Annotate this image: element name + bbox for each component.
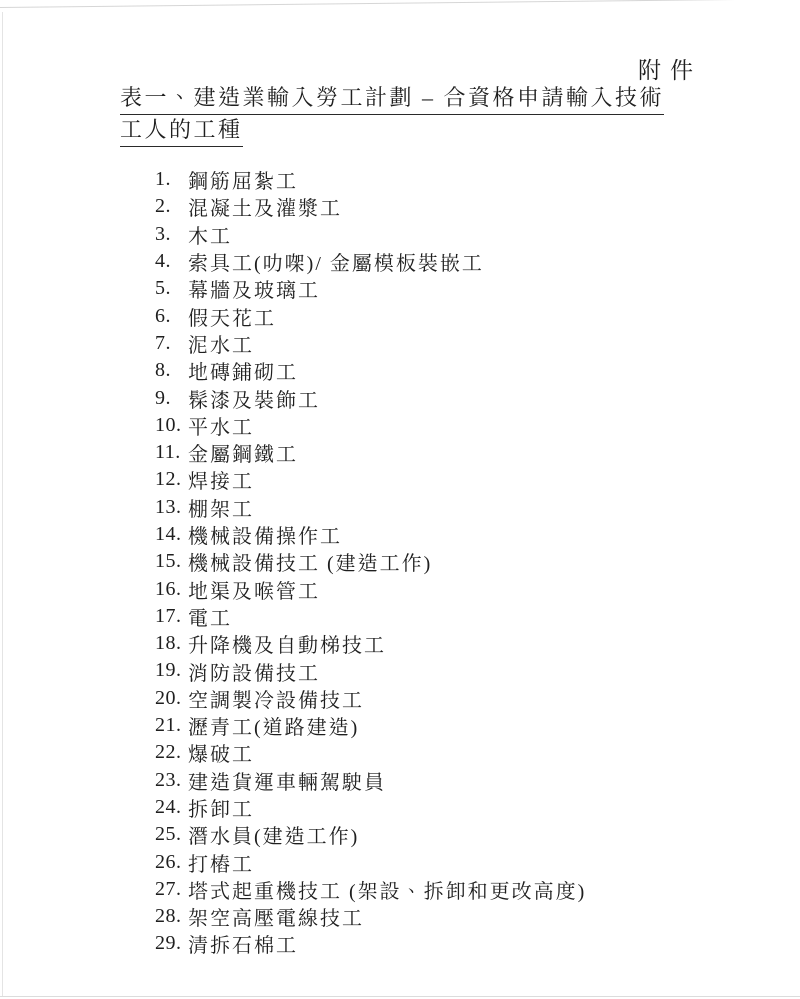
trade-list-item-number: 29. (155, 932, 182, 955)
trade-list-item-number: 16. (155, 577, 182, 600)
trade-list (155, 166, 586, 958)
trade-list-item (155, 193, 586, 220)
trade-list-item-text: 索具工(叻㗎)/ 金屬模板裝嵌工 (188, 253, 484, 276)
trade-list-item (155, 384, 586, 411)
trade-list-item-number: 24. (155, 795, 182, 818)
trade-list-item (155, 903, 586, 930)
trade-list-item-text: 機械設備技工 (建造工作) (188, 553, 433, 576)
trade-list-item-text: 潛水員(建造工作) (188, 826, 360, 849)
trade-list-item (155, 248, 586, 275)
trade-list-item-text: 消防設備技工 (188, 662, 320, 685)
trade-list-item-text: 焊接工 (188, 471, 254, 494)
trade-list-item-number: 28. (155, 905, 182, 928)
trade-list-item (155, 494, 586, 521)
trade-list-item (155, 930, 586, 957)
appendix-label: 附件 (638, 58, 702, 83)
trade-list-item (155, 166, 586, 193)
trade-list-item-number: 10. (155, 413, 182, 436)
trade-list-item-number: 26. (155, 850, 182, 873)
trade-list-item-number: 2. (155, 195, 171, 218)
trade-list-item (155, 821, 586, 848)
trade-list-item (155, 603, 586, 630)
trade-list-item-number: 1. (155, 168, 171, 191)
trade-list-item (155, 357, 586, 384)
trade-list-item-text: 鋼筋屈紮工 (188, 171, 298, 194)
trade-list-item (155, 712, 586, 739)
trade-list-item-text: 泥水工 (188, 334, 254, 357)
trade-list-item-number: 15. (155, 550, 182, 573)
trade-list-item-text: 平水工 (188, 416, 254, 439)
trade-list-item-text: 爆破工 (188, 744, 254, 767)
trade-list-item-text: 拆卸工 (188, 798, 254, 821)
trade-list-item-number: 25. (155, 823, 182, 846)
trade-list-item-text: 髹漆及裝飾工 (188, 389, 320, 412)
trade-list-item-text: 打樁工 (188, 853, 254, 876)
document-title-line-2: 工人的工種 (120, 116, 243, 147)
trade-list-item (155, 275, 586, 302)
trade-list-item-number: 4. (155, 250, 171, 273)
scan-edge-top-line (0, 0, 800, 8)
trade-list-item (155, 657, 586, 684)
trade-list-item (155, 439, 586, 466)
trade-list-item-number: 22. (155, 741, 182, 764)
trade-list-item-text: 空調製冷設備技工 (188, 689, 364, 712)
trade-list-item-number: 7. (155, 331, 171, 354)
trade-list-item (155, 794, 586, 821)
trade-list-item-text: 架空高壓電線技工 (188, 908, 364, 931)
trade-list-item-text: 木工 (188, 225, 232, 248)
trade-list-item-text: 瀝青工(道路建造) (188, 717, 360, 740)
trade-list-item-text: 金屬鋼鐵工 (188, 444, 298, 467)
document-title-line-1: 表一、建造業輸入勞工計劃 – 合資格申請輸入技術 (120, 84, 664, 115)
trade-list-item (155, 739, 586, 766)
trade-list-item-number: 27. (155, 877, 182, 900)
trade-list-item-text: 地渠及喉管工 (188, 580, 320, 603)
trade-list-item-number: 17. (155, 604, 182, 627)
trade-list-item-number: 12. (155, 468, 182, 491)
trade-list-item-text: 棚架工 (188, 498, 254, 521)
trade-list-item (155, 848, 586, 875)
trade-list-item-text: 電工 (188, 607, 232, 630)
trade-list-item-text: 幕牆及玻璃工 (188, 280, 320, 303)
trade-list-item-text: 塔式起重機技工 (架設、拆卸和更改高度) (188, 880, 587, 903)
trade-list-item-number: 11. (155, 441, 181, 464)
trade-list-item (155, 575, 586, 602)
trade-list-item-text: 地磚鋪砌工 (188, 362, 298, 385)
trade-list-item (155, 521, 586, 548)
trade-list-item-number: 23. (155, 768, 182, 791)
trade-list-item-number: 9. (155, 386, 171, 409)
trade-list-item (155, 221, 586, 248)
trade-list-item (155, 548, 586, 575)
trade-list-item (155, 330, 586, 357)
trade-list-item-number: 5. (155, 277, 171, 300)
trade-list-item-number: 13. (155, 495, 182, 518)
trade-list-item-text: 機械設備操作工 (188, 526, 342, 549)
trade-list-item-text: 升降機及自動梯技工 (188, 635, 386, 658)
trade-list-item-number: 19. (155, 659, 182, 682)
document-title (120, 84, 664, 148)
trade-list-item-text: 假天花工 (188, 307, 276, 330)
trade-list-item-number: 20. (155, 686, 182, 709)
trade-list-item-number: 14. (155, 523, 182, 545)
trade-list-item (155, 630, 586, 657)
trade-list-item (155, 302, 586, 329)
trade-list-item-number: 21. (155, 714, 182, 737)
trade-list-item (155, 412, 586, 439)
trade-list-item (155, 685, 586, 712)
trade-list-item (155, 466, 586, 493)
trade-list-item (155, 767, 586, 794)
trade-list-item-number: 18. (155, 632, 182, 655)
trade-list-item-text: 混凝土及灌漿工 (188, 198, 342, 221)
trade-list-item-number: 8. (155, 359, 171, 382)
trade-list-item-text: 清拆石棉工 (188, 935, 298, 958)
trade-list-item-number: 3. (155, 222, 171, 245)
scan-edge-left-line (2, 12, 3, 996)
trade-list-item-number: 6. (155, 304, 171, 327)
scan-edge-bottom-line (0, 996, 800, 997)
trade-list-item (155, 876, 586, 903)
trade-list-item-text: 建造貨運車輛駕駛員 (188, 771, 386, 794)
